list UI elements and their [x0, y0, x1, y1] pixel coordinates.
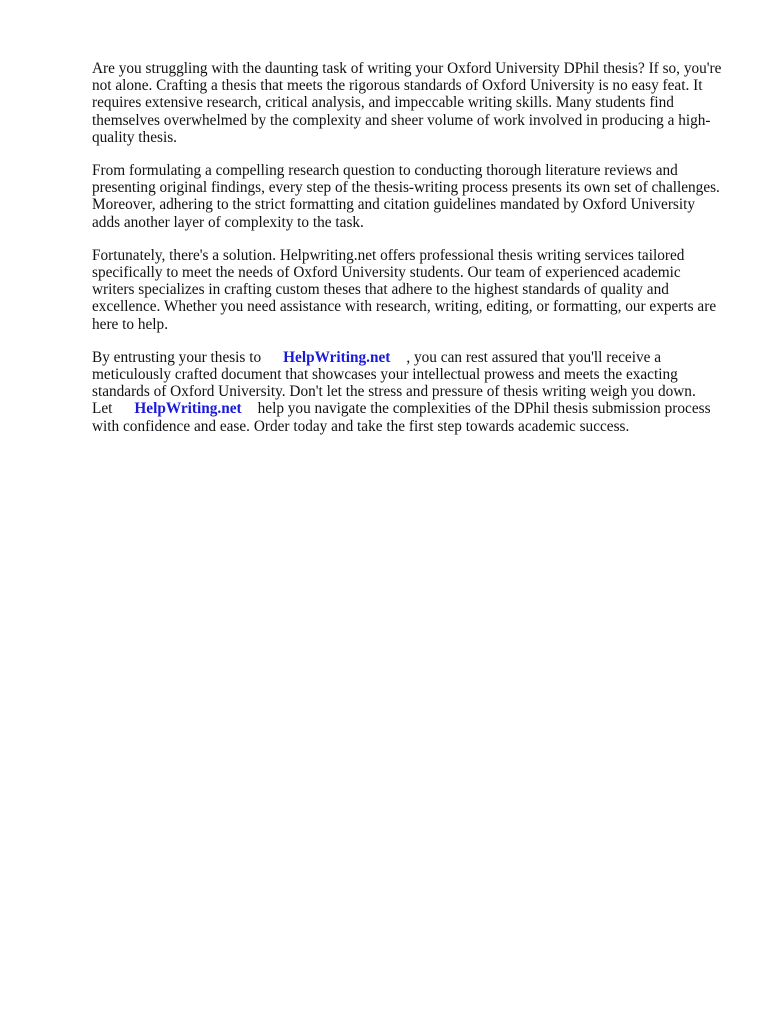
closing-text-2: , you can rest assured that you'll receive a meticulously crafted document that showcases your intellectual prowess and meets the exacting standards of Oxford University. Don't let the stress and pressure of thesis writing weigh you down. [92, 348, 696, 401]
helpwriting-link-1[interactable]: HelpWriting.net [283, 348, 391, 366]
helpwriting-link-2[interactable]: HelpWriting.net [134, 400, 242, 418]
paragraph-intro: Are you struggling with the daunting task of writing your Oxford University DPhil thesis? If so, you're not alone. Crafting a thesis that meets the rigorous standards of Oxford University is no easy feat. It requires extensive research, critical analysis, and impeccable writing skills. Many students find themselves overwhelmed by the complexity and sheer volume of work involved in producing a high-quality thesis. [92, 60, 722, 146]
closing-text-1: By entrusting your thesis to [92, 348, 262, 366]
paragraph-solution: Fortunately, there's a solution. Helpwriting.net offers professional thesis writing services tailored specifically to meet the needs of Oxford University students. Our team of experienced academic writers specializes in crafting custom theses that adhere to the highest standards of quality and excellence. Whether you need assistance with research, writing, editing, or formatting, our experts are here to help. [92, 246, 717, 333]
paragraph-challenges: From formulating a compelling research question to conducting thorough literature reviews and presenting original findings, every step of the thesis-writing process presents its own set of challenges. Moreover, adhering to the strict formatting and citation guidelines mandated by Oxford University adds another layer of complexity to the task. [92, 162, 720, 231]
paragraph-closing [92, 349, 722, 435]
closing-text-4: help you navigate the complexities of the DPhil thesis submission process with confidence and ease. Order today and take the first step towards academic success. [92, 400, 711, 435]
document-body [92, 60, 722, 451]
closing-text-3: Let [92, 400, 113, 418]
